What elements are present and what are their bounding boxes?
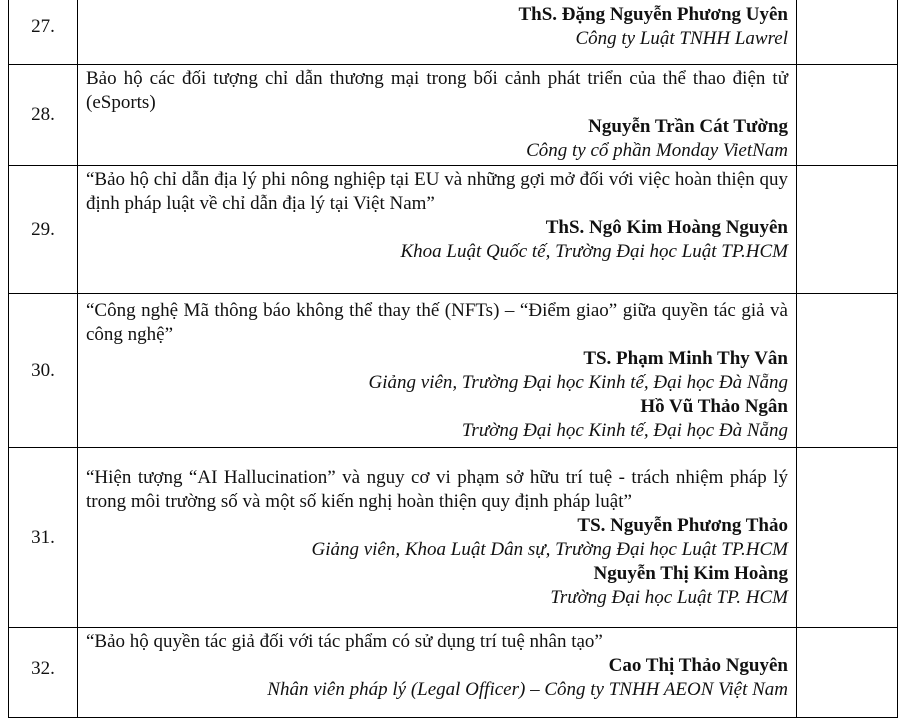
author-name: TS. Nguyễn Phương Thảo (577, 514, 788, 536)
paper-title: “Bảo hộ quyền tác giả đối với tác phẩm có sử dụng trí tuệ nhân tạo” (86, 631, 603, 652)
row-content (78, 294, 797, 448)
row-number: 27. (9, 0, 78, 65)
row-content (78, 448, 797, 628)
row-content (78, 65, 797, 166)
paper-title: “Bảo hộ chỉ dẫn địa lý phi nông nghiệp tại EU và những gợi mở đối với việc hoàn thiện quy định pháp luật về chỉ dẫn địa lý tại Việt Nam” (86, 169, 788, 214)
author-org: Trường Đại học Luật TP. HCM (550, 586, 788, 608)
table-row (9, 294, 898, 448)
table-row (9, 0, 898, 65)
author-org: Công ty cổ phần Monday VietNam (526, 140, 788, 161)
row-number: 32. (9, 628, 78, 718)
program-table (8, 0, 898, 718)
author-org: Giảng viên, Khoa Luật Dân sự, Trường Đại học Luật TP.HCM (311, 538, 788, 560)
row-content (78, 628, 797, 718)
empty-cell (797, 65, 898, 166)
empty-cell (797, 0, 898, 65)
author-name: ThS. Đặng Nguyễn Phương Uyên (518, 4, 788, 25)
paper-title: “Công nghệ Mã thông báo không thể thay thế (NFTs) – “Điểm giao” giữa quyền tác giả và công nghệ” (86, 299, 788, 345)
author-name: Cao Thị Thảo Nguyên (608, 655, 788, 676)
table-row (9, 448, 898, 628)
table-row (9, 628, 898, 718)
empty-cell (797, 448, 898, 628)
row-number: 30. (9, 294, 78, 448)
row-number: 31. (9, 448, 78, 628)
table-row (9, 65, 898, 166)
author-name: Nguyễn Trần Cát Tường (588, 116, 788, 137)
author-org: Trường Đại học Kinh tế, Đại học Đà Nẵng (461, 419, 788, 441)
author-name: ThS. Ngô Kim Hoàng Nguyên (545, 217, 788, 238)
table-row (9, 166, 898, 294)
row-content (78, 0, 797, 65)
author-org: Khoa Luật Quốc tế, Trường Đại học Luật TP.HCM (400, 241, 788, 262)
row-content (78, 166, 797, 294)
row-number: 29. (9, 166, 78, 294)
row-number: 28. (9, 65, 78, 166)
empty-cell (797, 166, 898, 294)
author-name: Nguyễn Thị Kim Hoàng (593, 562, 788, 584)
paper-title: “Hiện tượng “AI Hallucination” và nguy cơ vi phạm sở hữu trí tuệ - trách nhiệm pháp lý trong môi trường số và một số kiến nghị hoàn thiện quy định pháp luật” (86, 466, 788, 512)
empty-cell (797, 294, 898, 448)
paper-title: Bảo hộ các đối tượng chỉ dẫn thương mại trong bối cảnh phát triển của thể thao điện tử (eSports) (86, 68, 788, 113)
author-org: Nhân viên pháp lý (Legal Officer) – Công ty TNHH AEON Việt Nam (267, 679, 788, 700)
author-org: Giảng viên, Trường Đại học Kinh tế, Đại học Đà Nẵng (368, 371, 788, 393)
author-org: Công ty Luật TNHH Lawrel (575, 28, 788, 49)
author-name: Hồ Vũ Thảo Ngân (640, 395, 788, 417)
empty-cell (797, 628, 898, 718)
author-name: TS. Phạm Minh Thy Vân (583, 347, 788, 369)
